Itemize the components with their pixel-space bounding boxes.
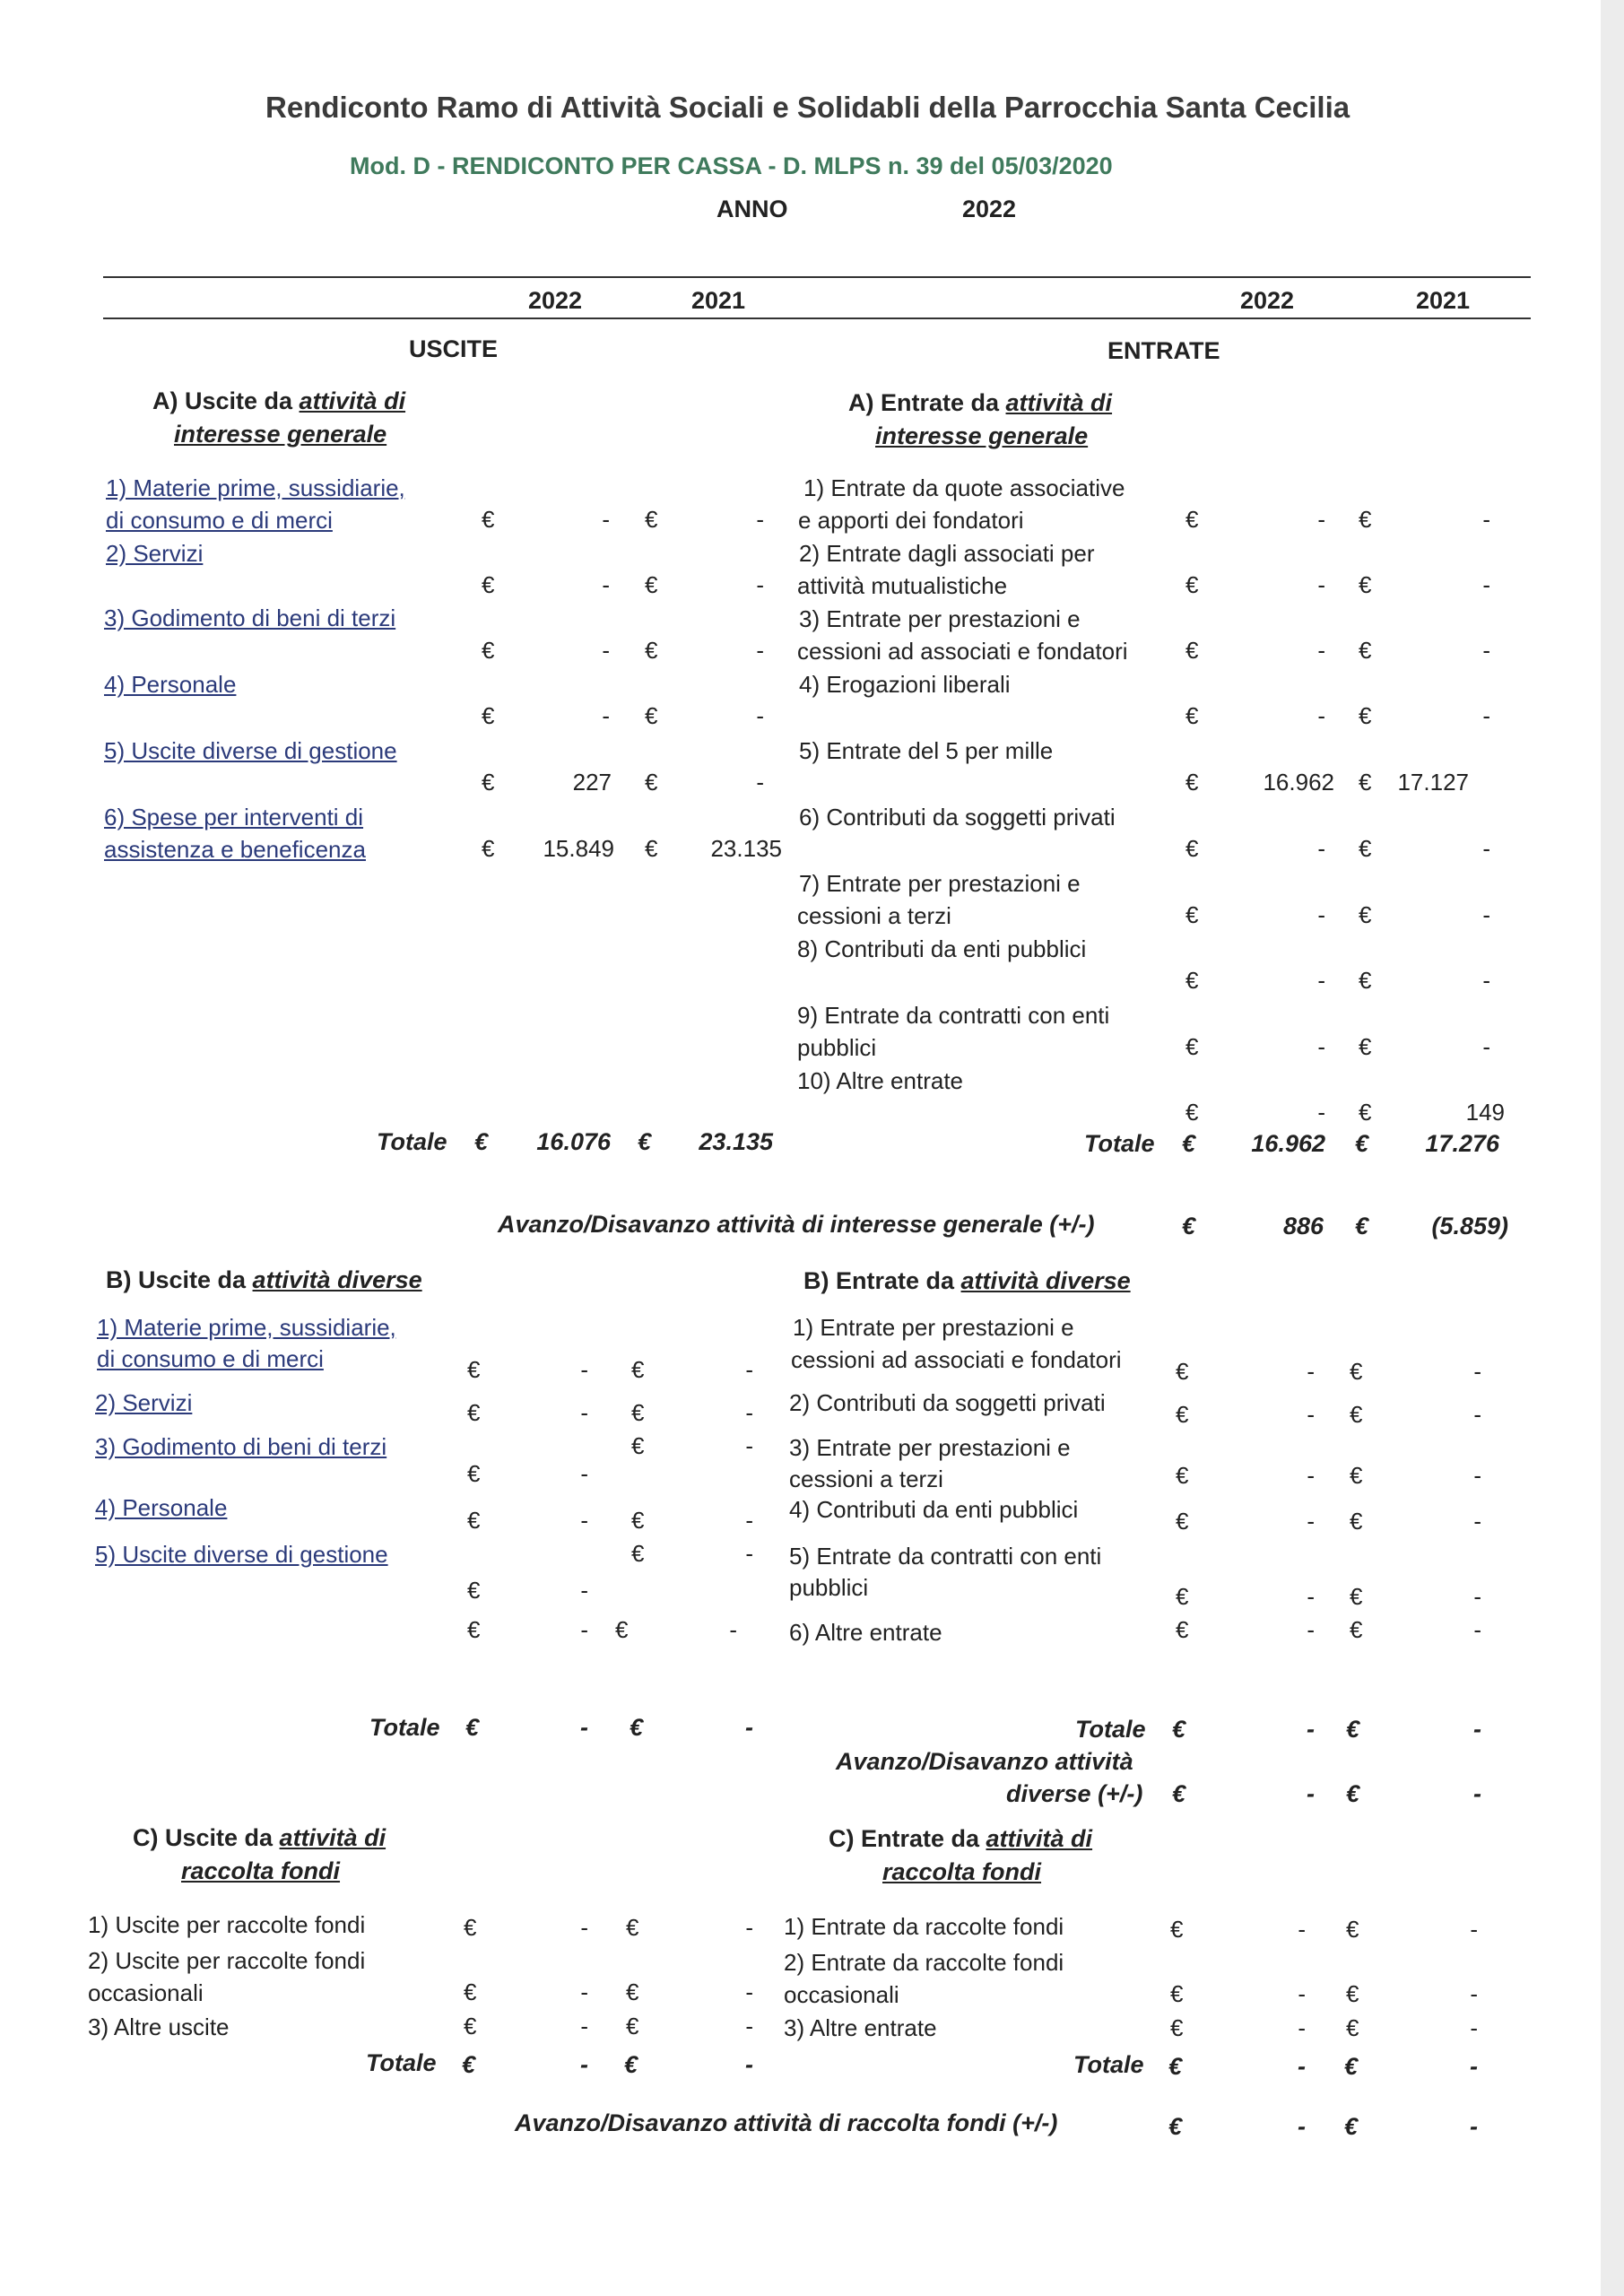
euro-symbol: €	[626, 1914, 639, 1941]
section-b-avanzo-2021: -	[1473, 1780, 1481, 1807]
section-a-entrate-total-label: Totale	[1084, 1130, 1155, 1157]
item-label: 2) Entrate dagli associati per	[799, 540, 1095, 567]
item-label-line2: attività mutualistiche	[797, 572, 1008, 599]
value-2022: -	[580, 1507, 588, 1534]
item-label: 4) Personale	[95, 1494, 228, 1521]
item-label: 5) Uscite diverse di gestione	[95, 1541, 388, 1568]
section-c-entrate-total-2021: -	[1470, 2053, 1478, 2080]
section-b-uscite-total-label: Totale	[369, 1714, 440, 1741]
section-a-avanzo-2022: 886	[1282, 1213, 1324, 1239]
section-c-uscite-total-2022: -	[580, 2051, 588, 2078]
page-title: Rendiconto Ramo di Attività Sociali e Solidabli della Parrocchia Santa Cecilia	[265, 91, 1350, 124]
euro-symbol: €	[1359, 702, 1372, 729]
item-label-line2: cessioni a terzi	[789, 1465, 943, 1492]
euro-symbol: €	[1176, 1462, 1189, 1489]
euro-symbol: €	[482, 506, 495, 533]
value-2021: -	[756, 571, 764, 598]
item-label: 3) Altre uscite	[88, 2013, 230, 2040]
item-label-line2: cessioni ad associati e fondatori	[797, 638, 1128, 665]
item-label: 1) Entrate da raccolte fondi	[784, 1913, 1064, 1940]
section-a-uscite-total-label: Totale	[377, 1128, 447, 1155]
euro-symbol: €	[1355, 1213, 1369, 1239]
value-2022: 16.962	[1263, 769, 1334, 796]
euro-symbol: €	[1350, 1462, 1363, 1489]
euro-symbol: €	[467, 1356, 481, 1383]
euro-symbol: €	[1359, 506, 1372, 533]
euro-symbol: €	[1176, 1616, 1189, 1643]
euro-symbol: €	[1170, 1916, 1184, 1943]
value-2022: -	[580, 1616, 588, 1643]
euro-symbol: €	[645, 702, 658, 729]
value-2021: -	[1473, 1616, 1481, 1643]
euro-symbol: €	[467, 1399, 481, 1426]
value-2021: -	[745, 1507, 753, 1534]
value-2022: -	[602, 571, 610, 598]
item-label: 2) Uscite per raccolte fondi	[88, 1947, 366, 1974]
item-label-line2: di consumo e di merci	[97, 1345, 324, 1372]
value-2022: -	[1307, 1583, 1315, 1610]
section-a-uscite-total-2022: 16.076	[536, 1128, 611, 1155]
euro-symbol: €	[1344, 2053, 1359, 2080]
euro-symbol: €	[467, 1577, 481, 1604]
item-label: 4) Contributi da enti pubblici	[789, 1496, 1079, 1523]
section-c-entrate-total-2022: -	[1298, 2053, 1306, 2080]
euro-symbol: €	[1359, 835, 1372, 862]
euro-symbol: €	[645, 506, 658, 533]
value-2022: -	[580, 1356, 588, 1383]
value-2021: 23.135	[710, 835, 782, 862]
section-b-uscite-total-2021: -	[745, 1714, 753, 1741]
euro-symbol: €	[1346, 1780, 1360, 1807]
item-label-line2: cessioni a terzi	[797, 902, 951, 929]
section-b-uscite-title-underlined: attività diverse	[252, 1266, 422, 1293]
item-label: 6) Contributi da soggetti privati	[799, 804, 1116, 831]
col-right-2021: 2021	[1416, 287, 1471, 314]
value-2021: -	[1473, 1401, 1481, 1428]
euro-symbol: €	[645, 637, 658, 664]
section-c-entrate-title-prefix: C) Entrate da	[829, 1825, 986, 1852]
euro-symbol: €	[1182, 1130, 1196, 1157]
euro-symbol: €	[645, 571, 658, 598]
value-2022: -	[580, 1460, 588, 1487]
value-2022: -	[1317, 637, 1325, 664]
section-c-uscite-total-2021: -	[745, 2051, 753, 2078]
euro-symbol: €	[464, 1914, 477, 1941]
euro-symbol: €	[474, 1128, 489, 1155]
item-label: 1) Entrate per prestazioni e	[793, 1314, 1074, 1341]
section-a-entrate-title	[848, 389, 1112, 417]
value-2021: -	[1473, 1462, 1481, 1489]
anno-label: ANNO	[716, 196, 788, 222]
section-a-uscite-title-prefix: A) Uscite da	[152, 387, 300, 414]
item-label: 8) Contributi da enti pubblici	[797, 935, 1087, 962]
value-2021: -	[756, 637, 764, 664]
section-a-uscite-total-2021: 23.135	[699, 1128, 773, 1155]
item-label: 3) Godimento di beni di terzi	[95, 1433, 387, 1460]
item-label-line2: assistenza e beneficenza	[104, 836, 366, 863]
euro-symbol: €	[1176, 1583, 1189, 1610]
section-a-entrate-title-prefix: A) Entrate da	[848, 389, 1006, 416]
euro-symbol: €	[467, 1460, 481, 1487]
value-2022: -	[580, 1577, 588, 1604]
item-label: 2) Servizi	[106, 540, 204, 567]
euro-symbol: €	[1168, 2113, 1183, 2140]
value-2021: 149	[1465, 1099, 1505, 1126]
item-label: 3) Entrate per prestazioni e	[799, 605, 1081, 632]
value-2021: -	[729, 1616, 737, 1643]
value-2022: -	[602, 506, 610, 533]
item-label-line2: e apporti dei fondatori	[798, 507, 1024, 534]
value-2022: -	[1317, 571, 1325, 598]
euro-symbol: €	[1185, 571, 1199, 598]
value-2022: -	[1317, 1033, 1325, 1060]
value-2021: -	[1473, 1508, 1481, 1535]
euro-symbol: €	[1359, 1033, 1372, 1060]
section-a-entrate-title-underlined: attività di	[1005, 389, 1113, 416]
value-2022: 227	[572, 769, 612, 796]
value-2021: -	[756, 769, 764, 796]
euro-symbol: €	[624, 2051, 638, 2078]
euro-symbol: €	[626, 2013, 639, 2039]
value-2021: 17.127	[1397, 769, 1469, 796]
section-c-entrate-title	[829, 1825, 1092, 1853]
value-2021: -	[1470, 2014, 1478, 2041]
col-right-2022: 2022	[1240, 287, 1295, 314]
euro-symbol: €	[1346, 1980, 1359, 2007]
value-2021: -	[756, 702, 764, 729]
item-label-line2: cessioni ad associati e fondatori	[791, 1346, 1122, 1373]
euro-symbol: €	[1344, 2113, 1359, 2140]
value-2022: -	[1307, 1508, 1315, 1535]
euro-symbol: €	[1185, 901, 1199, 928]
euro-symbol: €	[1185, 967, 1199, 994]
section-b-avanzo-label-line2: diverse (+/-)	[1006, 1780, 1143, 1807]
section-c-avanzo-2022: -	[1298, 2113, 1306, 2140]
section-c-avanzo-label: Avanzo/Disavanzo attività di raccolta fondi (+/-)	[515, 2109, 1058, 2136]
value-2022: -	[1307, 1401, 1315, 1428]
value-2021: -	[1482, 637, 1490, 664]
item-label-line2: di consumo e di merci	[106, 507, 333, 534]
anno-value: 2022	[962, 196, 1017, 222]
value-2021: -	[745, 1914, 753, 1941]
item-label-line2: occasionali	[88, 1979, 204, 2006]
value-2021: -	[745, 1540, 753, 1567]
euro-symbol: €	[1346, 1916, 1359, 1943]
euro-symbol: €	[631, 1507, 645, 1534]
euro-symbol: €	[1185, 506, 1199, 533]
value-2022: -	[580, 1914, 588, 1941]
value-2022: -	[1317, 702, 1325, 729]
item-label: 4) Personale	[104, 671, 237, 698]
section-b-entrate-total-2022: -	[1307, 1716, 1315, 1743]
euro-symbol: €	[1346, 1716, 1360, 1743]
item-label-line2: pubblici	[789, 1574, 869, 1601]
euro-symbol: €	[1359, 1099, 1372, 1126]
item-label: 3) Entrate per prestazioni e	[789, 1434, 1071, 1461]
value-2021: -	[1473, 1583, 1481, 1610]
value-2022: -	[602, 637, 610, 664]
euro-symbol: €	[1172, 1780, 1186, 1807]
item-label-line2: occasionali	[784, 1981, 899, 2008]
section-b-avanzo-2022: -	[1307, 1780, 1315, 1807]
value-2021: -	[745, 1356, 753, 1383]
section-c-uscite-title	[133, 1824, 386, 1852]
item-label: 6) Spese per interventi di	[104, 804, 364, 831]
top-rule	[103, 276, 1531, 278]
item-label: 5) Entrate del 5 per mille	[799, 737, 1054, 764]
euro-symbol: €	[1350, 1616, 1363, 1643]
value-2022: -	[1298, 1980, 1306, 2007]
section-a-uscite-title	[152, 387, 405, 415]
euro-symbol: €	[1359, 571, 1372, 598]
euro-symbol: €	[631, 1356, 645, 1383]
header-rule	[103, 317, 1531, 319]
euro-symbol: €	[464, 1979, 477, 2005]
item-label-line2: pubblici	[797, 1034, 877, 1061]
value-2021: -	[1482, 901, 1490, 928]
item-label: 5) Entrate da contratti con enti	[789, 1543, 1102, 1570]
value-2022: -	[580, 2013, 588, 2039]
euro-symbol: €	[1355, 1130, 1369, 1157]
item-label: 2) Servizi	[95, 1389, 193, 1416]
item-label: 1) Uscite per raccolte fondi	[88, 1911, 366, 1938]
euro-symbol: €	[1359, 967, 1372, 994]
section-b-uscite-title	[106, 1266, 422, 1294]
euro-symbol: €	[1359, 901, 1372, 928]
section-a-entrate-total-2022: 16.962	[1251, 1130, 1325, 1157]
section-c-uscite-title-underlined: attività di	[279, 1824, 386, 1851]
euro-symbol: €	[1359, 637, 1372, 664]
euro-symbol: €	[631, 1432, 645, 1459]
value-2021: -	[1482, 571, 1490, 598]
euro-symbol: €	[1168, 2053, 1183, 2080]
value-2022: -	[580, 1979, 588, 2005]
item-label: 1) Materie prime, sussidiarie,	[97, 1314, 396, 1341]
item-label: 2) Contributi da soggetti privati	[789, 1389, 1106, 1416]
value-2022: -	[1298, 2014, 1306, 2041]
euro-symbol: €	[645, 769, 658, 796]
euro-symbol: €	[1346, 2014, 1359, 2041]
value-2021: -	[745, 2013, 753, 2039]
section-c-uscite-title-prefix: C) Uscite da	[133, 1824, 280, 1851]
euro-symbol: €	[482, 637, 495, 664]
euro-symbol: €	[482, 702, 495, 729]
section-a-entrate-total-2021: 17.276	[1425, 1130, 1499, 1157]
section-b-entrate-total-2021: -	[1473, 1716, 1481, 1743]
section-a-uscite-title-line2: interesse generale	[174, 421, 387, 448]
euro-symbol: €	[1350, 1401, 1363, 1428]
euro-symbol: €	[464, 2013, 477, 2039]
value-2021: -	[1482, 967, 1490, 994]
value-2022: -	[1317, 1099, 1325, 1126]
uscite-heading: USCITE	[409, 335, 499, 362]
item-label: 6) Altre entrate	[789, 1619, 942, 1646]
euro-symbol: €	[1350, 1358, 1363, 1385]
euro-symbol: €	[482, 571, 495, 598]
section-b-uscite-total-2022: -	[580, 1714, 588, 1741]
value-2022: -	[1317, 506, 1325, 533]
section-a-avanzo-2021: (5.859)	[1431, 1213, 1508, 1239]
euro-symbol: €	[615, 1616, 629, 1643]
entrate-heading: ENTRATE	[1107, 337, 1220, 364]
section-b-entrate-total-label: Totale	[1075, 1716, 1146, 1743]
section-c-entrate-title-line2: raccolta fondi	[882, 1858, 1042, 1885]
euro-symbol: €	[465, 1714, 480, 1741]
value-2022: 15.849	[543, 835, 614, 862]
euro-symbol: €	[482, 769, 495, 796]
value-2022: -	[602, 702, 610, 729]
value-2022: -	[1317, 835, 1325, 862]
euro-symbol: €	[1176, 1508, 1189, 1535]
euro-symbol: €	[638, 1128, 652, 1155]
section-c-uscite-title-line2: raccolta fondi	[181, 1857, 341, 1884]
item-label: 9) Entrate da contratti con enti	[797, 1002, 1110, 1029]
value-2021: -	[745, 1432, 753, 1459]
section-b-avanzo-label: Avanzo/Disavanzo attività	[836, 1748, 1133, 1775]
section-b-uscite-title-prefix: B) Uscite da	[106, 1266, 253, 1293]
section-c-uscite-total-label: Totale	[366, 2049, 437, 2076]
euro-symbol: €	[1170, 1980, 1184, 2007]
col-left-2021: 2021	[691, 287, 746, 314]
euro-symbol: €	[1185, 702, 1199, 729]
page-subtitle: Mod. D - RENDICONTO PER CASSA - D. MLPS n. 39 del 05/03/2020	[350, 152, 1113, 179]
euro-symbol: €	[630, 1714, 644, 1741]
euro-symbol: €	[482, 835, 495, 862]
euro-symbol: €	[1185, 1099, 1199, 1126]
value-2022: -	[1307, 1616, 1315, 1643]
item-label: 10) Altre entrate	[797, 1067, 963, 1094]
value-2022: -	[1298, 1916, 1306, 1943]
section-a-avanzo-label: Avanzo/Disavanzo attività di interesse generale (+/-)	[498, 1211, 1095, 1238]
item-label: 1) Entrate da quote associative	[803, 474, 1125, 501]
euro-symbol: €	[1170, 2014, 1184, 2041]
value-2022: -	[1307, 1462, 1315, 1489]
euro-symbol: €	[467, 1507, 481, 1534]
section-b-entrate-title	[803, 1267, 1131, 1295]
euro-symbol: €	[1359, 769, 1372, 796]
value-2021: -	[1470, 1916, 1478, 1943]
section-c-avanzo-2021: -	[1470, 2113, 1478, 2140]
euro-symbol: €	[1350, 1583, 1363, 1610]
value-2021: -	[745, 1979, 753, 2005]
section-c-entrate-total-label: Totale	[1073, 2051, 1144, 2078]
item-label: 4) Erogazioni liberali	[799, 671, 1011, 698]
item-label: 3) Godimento di beni di terzi	[104, 604, 396, 631]
value-2021: -	[1482, 835, 1490, 862]
euro-symbol: €	[626, 1979, 639, 2005]
value-2022: -	[580, 1399, 588, 1426]
value-2021: -	[1473, 1358, 1481, 1385]
euro-symbol: €	[1172, 1716, 1186, 1743]
item-label: 1) Materie prime, sussidiarie,	[106, 474, 405, 501]
section-b-entrate-title-underlined: attività diverse	[960, 1267, 1131, 1294]
euro-symbol: €	[1176, 1358, 1189, 1385]
section-c-entrate-title-underlined: attività di	[986, 1825, 1093, 1852]
item-label: 2) Entrate da raccolte fondi	[784, 1949, 1064, 1976]
euro-symbol: €	[1182, 1213, 1196, 1239]
euro-symbol: €	[1185, 769, 1199, 796]
value-2021: -	[1482, 506, 1490, 533]
euro-symbol: €	[1185, 637, 1199, 664]
euro-symbol: €	[1350, 1508, 1363, 1535]
euro-symbol: €	[462, 2051, 476, 2078]
section-a-entrate-title-line2: interesse generale	[875, 422, 1089, 449]
value-2022: -	[1317, 901, 1325, 928]
value-2022: -	[1307, 1358, 1315, 1385]
euro-symbol: €	[1176, 1401, 1189, 1428]
euro-symbol: €	[631, 1399, 645, 1426]
euro-symbol: €	[1185, 835, 1199, 862]
euro-symbol: €	[631, 1540, 645, 1567]
value-2021: -	[1470, 1980, 1478, 2007]
item-label: 7) Entrate per prestazioni e	[799, 870, 1081, 897]
section-b-entrate-title-prefix: B) Entrate da	[803, 1267, 961, 1294]
value-2021: -	[745, 1399, 753, 1426]
scan-edge	[1601, 0, 1624, 2296]
item-label: 5) Uscite diverse di gestione	[104, 737, 397, 764]
euro-symbol: €	[467, 1616, 481, 1643]
value-2021: -	[1482, 1033, 1490, 1060]
col-left-2022: 2022	[528, 287, 583, 314]
value-2022: -	[1317, 967, 1325, 994]
section-a-uscite-title-underlined: attività di	[299, 387, 406, 414]
euro-symbol: €	[1185, 1033, 1199, 1060]
item-label: 3) Altre entrate	[784, 2014, 937, 2041]
value-2021: -	[1482, 702, 1490, 729]
euro-symbol: €	[645, 835, 658, 862]
value-2021: -	[756, 506, 764, 533]
